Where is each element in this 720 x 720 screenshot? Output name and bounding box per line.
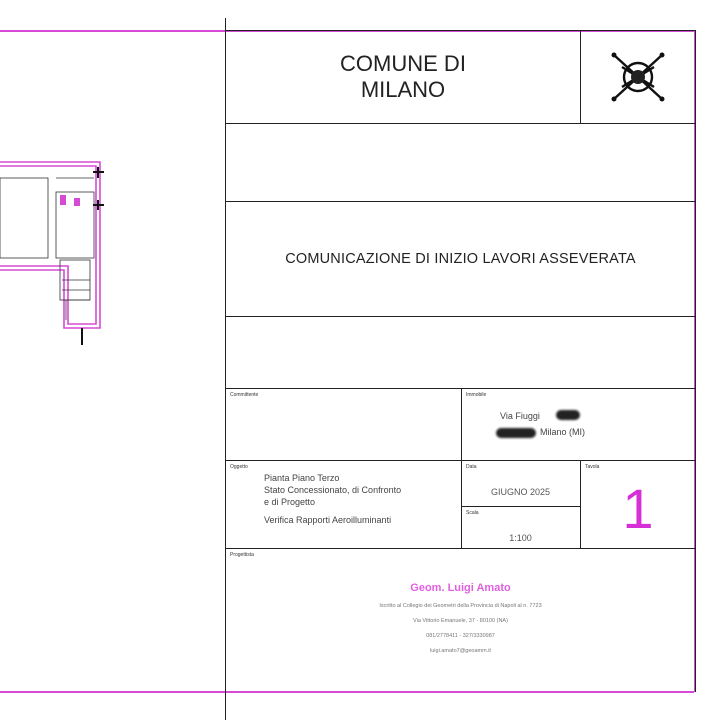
sheet-label: Tavola <box>585 464 600 470</box>
compass-rose-icon <box>608 49 668 105</box>
grid-line <box>225 388 695 389</box>
floor-plan-drawing <box>0 150 120 350</box>
grid-line <box>580 30 581 123</box>
document-title-cell <box>227 203 694 315</box>
grid-line <box>225 123 695 124</box>
grid-line <box>580 460 581 548</box>
subject-line: e di Progetto <box>264 497 316 507</box>
grid-line <box>225 30 695 31</box>
scale-value: 1:100 <box>509 533 532 543</box>
grid-line <box>225 201 695 202</box>
grid-line <box>461 388 462 548</box>
scale-label: Scala <box>466 510 479 516</box>
designer-line: Iscritto al Collegio dei Geometri della Provincia di Napoli al n. 7723 <box>379 603 542 609</box>
sheet-number: 1 <box>622 476 654 540</box>
frame-bottom <box>0 691 694 693</box>
subject-line: Verifica Rapporti Aeroilluminanti <box>264 515 392 525</box>
north-cell <box>582 32 694 122</box>
subject-label: Oggetto <box>230 464 248 470</box>
property-address-line2-wrap <box>540 426 640 438</box>
designer-line: luigi.amato7@geoamm.it <box>430 648 491 654</box>
date-label: Data <box>466 464 477 470</box>
grid-line <box>225 316 695 317</box>
grid-line <box>225 548 695 549</box>
designer-name: Geom. Luigi Amato <box>410 582 511 594</box>
grid-line <box>695 30 696 692</box>
date-value: GIUGNO 2025 <box>490 487 551 497</box>
subject-line: Pianta Piano Terzo <box>264 473 340 483</box>
document-title: COMUNICAZIONE DI INIZIO LAVORI ASSEVERATA <box>285 251 636 267</box>
client-label: Committente <box>230 392 259 398</box>
grid-line <box>225 460 695 461</box>
property-label: Immobile <box>466 392 487 398</box>
designer-block <box>227 582 694 654</box>
municipality-line1: COMUNE DI <box>340 51 466 76</box>
subject-line: Stato Concessionato, di Confronto <box>264 485 402 495</box>
municipality-header <box>227 32 579 122</box>
designer-line: Via Vittorio Emanuele, 37 - 80100 (NA) <box>413 618 508 624</box>
designer-label: Progettista <box>230 552 254 558</box>
designer-line: 081/2778411 - 327/3330987 <box>426 633 495 639</box>
subject-block <box>264 472 456 526</box>
redaction-mark <box>556 410 580 420</box>
redaction-mark <box>496 428 536 438</box>
property-address-line2: Milano (MI) <box>540 427 586 437</box>
grid-line <box>461 506 580 507</box>
municipality-line2: MILANO <box>360 77 446 102</box>
property-address-line1: Via Fiuggi <box>500 411 540 421</box>
